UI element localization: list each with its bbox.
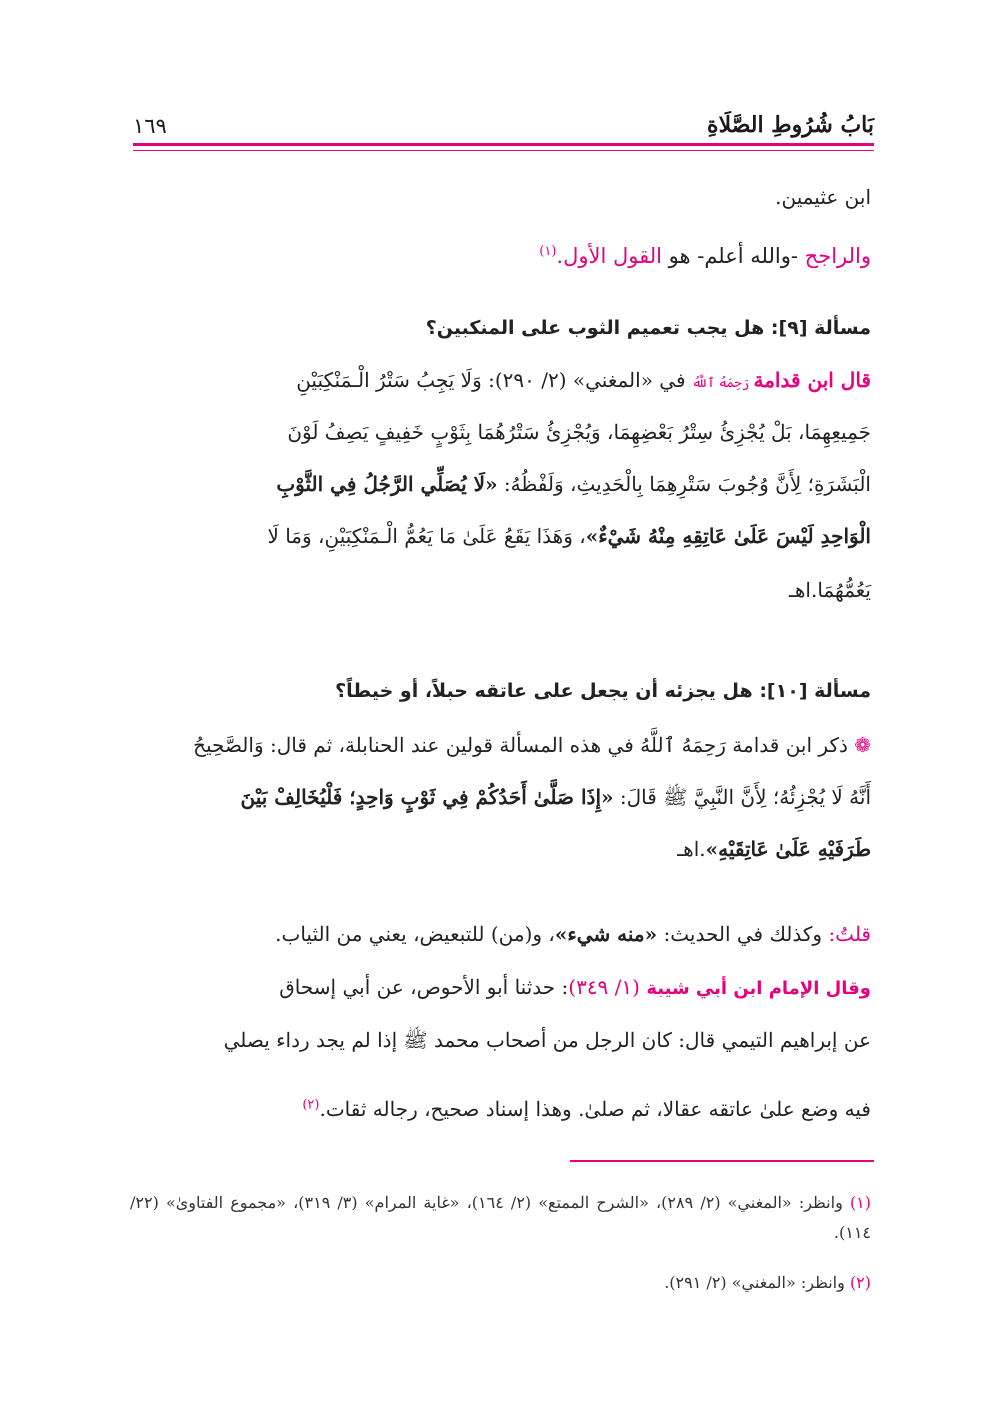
shayba-line-2: عن إبراهيم التيمي قال: كان الرجل من أصحاب محمد ﷺ إذا لم يجد رداء يصلي (223, 1028, 871, 1052)
q9-l4-b: ، وَهَذَا يَقَعُ عَلَىٰ مَا يَعُمُّ الْـمَنْكِبَيْنِ، وَمَا لَا (267, 524, 586, 548)
qultu-c: ، و(من) للتبعيض، يعني من الثياب. (275, 922, 555, 946)
footnote-2-number: (٢) (849, 1273, 871, 1292)
shayba-line-3 (302, 1097, 871, 1121)
footnote-1-text: وانظر: «المغني» (٢/ ٢٨٩)، «الشرح الممتع» (٢/ ١٦٤)، «غاية المرام» (٣/ ٣١٩)، «مجموع الفتاوىٰ» (٢٢/ ١١٤). (130, 1193, 871, 1242)
footnote-ref-2: (٢) (302, 1097, 320, 1113)
footnote-1 (130, 1188, 871, 1248)
footnote-2-text: وانظر: «المغني» (٢/ ٢٩١). (664, 1273, 850, 1292)
q10-label: مسألة [١٠]: (759, 680, 871, 702)
q10-heading (335, 680, 871, 702)
conclusion-highlight: القول الأول. (556, 244, 662, 268)
q9-line-1 (296, 368, 871, 392)
footnote-1-number: (١) (849, 1193, 872, 1212)
q9-heading (426, 317, 871, 339)
header-rule-thin (133, 150, 874, 151)
flower-icon: ❁ (854, 733, 871, 757)
q9-question: هل يجب تعميم الثوب على المنكبين؟ (425, 317, 771, 339)
q10-line-3 (677, 837, 871, 861)
q9-speaker: قال ابن قدامة (753, 368, 871, 392)
qultu-a: وكذلك في الحديث: (657, 922, 829, 946)
q10-l3-b: .اهـ (677, 837, 706, 861)
q9-honorific: رَحِمَهُ ٱللَّهُ (691, 376, 754, 391)
q9-label: مسألة [٩]: (770, 317, 871, 339)
q9-line-2: جَمِيعِهِمَا، بَلْ يُجْزِئُ سِتْرُ بَعْضِهِمَا، وَيُجْزِئُ سَتْرُهُمَا بِثَوْبٍ خَفِيفٍ يَصِفُ لَوْنَ (287, 420, 871, 444)
q10-line-1 (193, 733, 871, 757)
q10-l2-a: أَنَّهُ لَا يُجْزِئُهُ؛ لِأَنَّ النَّبِيَّ ﷺ قَالَ: (613, 785, 871, 809)
conclusion-middle: -والله أعلم- هو (661, 244, 805, 268)
q9-hadith-start: «لَا يُصَلِّي الرَّجُلُ فِي الثَّوْبِ (276, 472, 498, 496)
shayba-ref: (١/ ٣٤٩) (568, 975, 647, 999)
footnote-ref-1: (١) (539, 244, 557, 259)
qultu-b: «منه شيء» (554, 922, 658, 946)
q9-line-5: يَعُمُّهُمَا.اهـ (789, 578, 871, 602)
q10-question: هل يجزئه أن يجعل على عاتقه حبلاً، أو خيطاً؟ (335, 680, 760, 702)
intro-line: ابن عثيمين. (775, 185, 871, 209)
q9-l3-a: الْبَشَرَةِ؛ لِأَنَّ وُجُوبَ سَتْرِهِمَا بِالْحَدِيثِ، وَلَفْظُهُ: (497, 472, 871, 496)
conclusion-prefix: والراجح (804, 244, 871, 268)
footnote-rule (570, 1160, 874, 1162)
q10-line-2 (240, 785, 871, 814)
page-header (133, 112, 874, 152)
qultu-line (275, 922, 871, 946)
q9-l1-rest: في «المغني» (٢/ ٢٩٠): وَلَا يَجِبُ سَتْرُ الْـمَنْكِبَيْنِ (296, 368, 692, 392)
footnote-2 (130, 1268, 871, 1298)
header-rule-thick (133, 143, 874, 146)
shayba-l3: فيه وضع علىٰ عاتقه عقالا، ثم صلىٰ. وهذا إسناد صحيح، رجاله ثقات. (319, 1097, 871, 1121)
shayba-speaker: وقال الإمام ابن أبي شيبة (646, 978, 871, 999)
q9-line-3 (276, 472, 871, 496)
shayba-line-1 (279, 975, 871, 999)
q10-hadith-start: «إِذَا صَلَّىٰ أَحَدُكُمْ فِي ثَوْبٍ وَاحِدٍ؛ فَلْيُخَالِفْ بَيْنَ (240, 785, 614, 809)
conclusion-line (539, 244, 871, 268)
page-number: ١٦٩ (133, 114, 167, 138)
q10-l1: ذكر ابن قدامة رَحِمَهُ ٱللَّهُ في هذه المسألة قولين عند الحنابلة، ثم قال: وَالصَّحِيحُ (193, 733, 855, 757)
chapter-title: بَابُ شُرُوطِ الصَّلَاةِ (707, 112, 874, 138)
shayba-l1-rest: : حدثنا أبو الأحوص، عن أبي إسحاق (279, 975, 569, 999)
q9-hadith-end: الْوَاحِدِ لَيْسَ عَلَىٰ عَاتِقِهِ مِنْهُ شَيْءٌ» (585, 524, 871, 548)
q10-hadith-end: طَرَفَيْهِ عَلَىٰ عَاتِقَيْهِ» (705, 837, 871, 861)
qultu-label: قلتُ: (828, 922, 871, 946)
q9-line-4 (267, 524, 871, 548)
